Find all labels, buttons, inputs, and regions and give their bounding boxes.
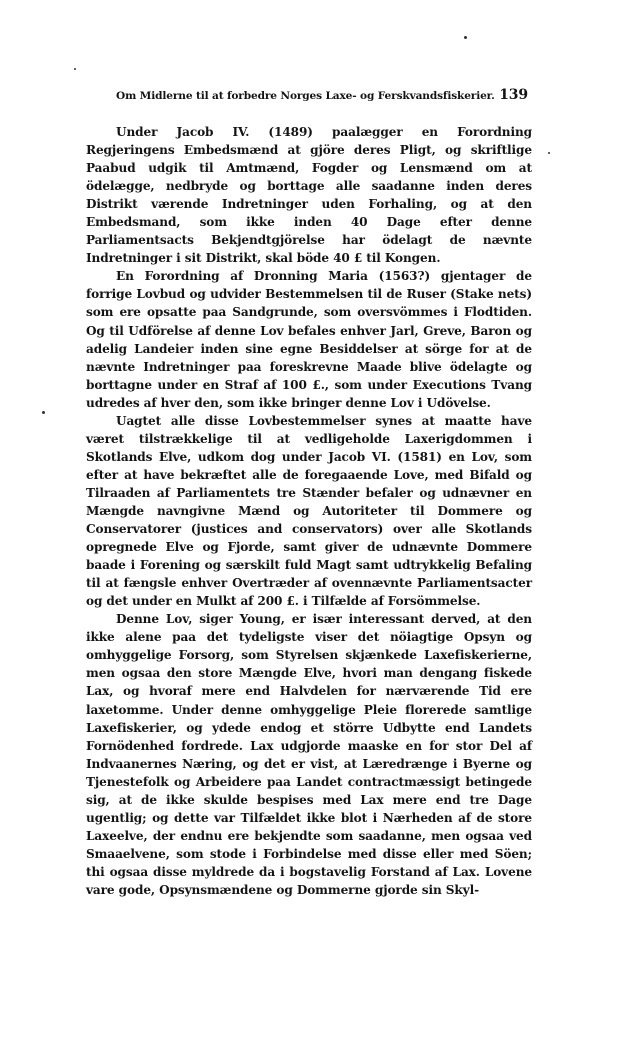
page-number: 139 <box>499 87 528 103</box>
print-speck <box>548 152 550 154</box>
running-header <box>116 87 528 103</box>
print-speck <box>74 68 76 70</box>
paragraph: Uagtet alle disse Lovbestemmelser synes at maatte have været tilstrækkelige til at vedligeholde Laxerigdommen i Skotlands Elve, udkom dog under Jacob VI. (1581) en Lov, som efter at have bekræftet alle de foregaaende Love, med Bifald og Tilraaden af Parliamentets tre Stænder befaler og udnævner en Mængde navngivne Mænd og Autoriteter til Dommere og Conservatorer (justices and conservators) over alle Skotlands opregnede Elve og Fjorde, samt giver de udnævnte Dommere baade i Forening og særskilt fuld Magt samt udtrykkelig Befaling til at fængsle enhver Overtræder af ovennævnte Parliamentsacter og det under en Mulkt af 200 £. i Tilfælde af Forsömmelse. <box>86 413 532 609</box>
print-speck <box>464 36 467 39</box>
body-text <box>86 123 532 899</box>
paragraph: Denne Lov, siger Young, er især interessant derved, at den ikke alene paa det tydeligste viser det nöiagtige Opsyn og omhyggelige Forsorg, som Styrelsen skjænkede Laxefiskerierne, men ogsaa den store Mængde Elve, hvori man dengang fiskede Lax, og hvoraf mere end Halvdelen for nærværende Tid ere laxetomme. Under denne omhyggelige Pleie florerede samtlige Laxefiskerier, og ydede endog et större Udbytte end Landets Fornödenhed fordrede. Lax udgjorde maaske en for stor Del af Indvaanernes Næring, og det er vist, at Læredrænge i Byerne og Tjenestefolk og Arbeidere paa Landet contractmæssigt betingede sig, at de ikke skulde bespises med Lax mere end tre Dage ugentlig; og dette var Tilfældet ikke blot i Nærheden af de store Laxeelve, der endnu ere bekjendte som saadanne, men ogsaa ved Smaaelvene, som stode i Forbindelse med disse eller med Söen; thi ogsaa disse myldrede da i bogstavelig Forstand af Lax. Lovene vare gode, Opsynsmændene og Dommerne gjorde sin Skyl- <box>86 612 532 897</box>
running-title: Om Midlerne til at forbedre Norges Laxe- og Ferskvandsfiskerier. <box>116 90 495 102</box>
paragraph: Under Jacob IV. (1489) paalægger en Forordning Regjeringens Embedsmænd at gjöre deres Pligt, og skriftlige Paabud udgik til Amtmænd, Fogder og Lensmænd om at ödelægge, nedbryde og borttage alle saadanne inden deres Distrikt værende Indretninger uden Forhaling, og at den Embedsmand, som ikke inden 40 Dage efter denne Parliamentsacts Bekjendtgjörelse har ödelagt de nævnte Indretninger i sit Distrikt, skal böde 40 £ til Kongen. <box>86 125 532 266</box>
print-speck <box>42 411 45 414</box>
paragraph: En Forordning af Dronning Maria (1563?) gjentager de forrige Lovbud og udvider Bestemmelsen til de Ruser (Stake nets) som ere opsatte paa Sandgrunde, som oversvömmes i Flodtiden. Og til Udförelse af denne Lov befales enhver Jarl, Greve, Baron og adelig Landeier inden sine egne Besiddelser at sörge for at de nævnte Indretninger paa foreskrevne Maade blive ödelagte og borttagne under en Straf af 100 £., som under Executions Tvang udredes af hver den, som ikke bringer denne Lov i Udövelse. <box>86 269 532 410</box>
